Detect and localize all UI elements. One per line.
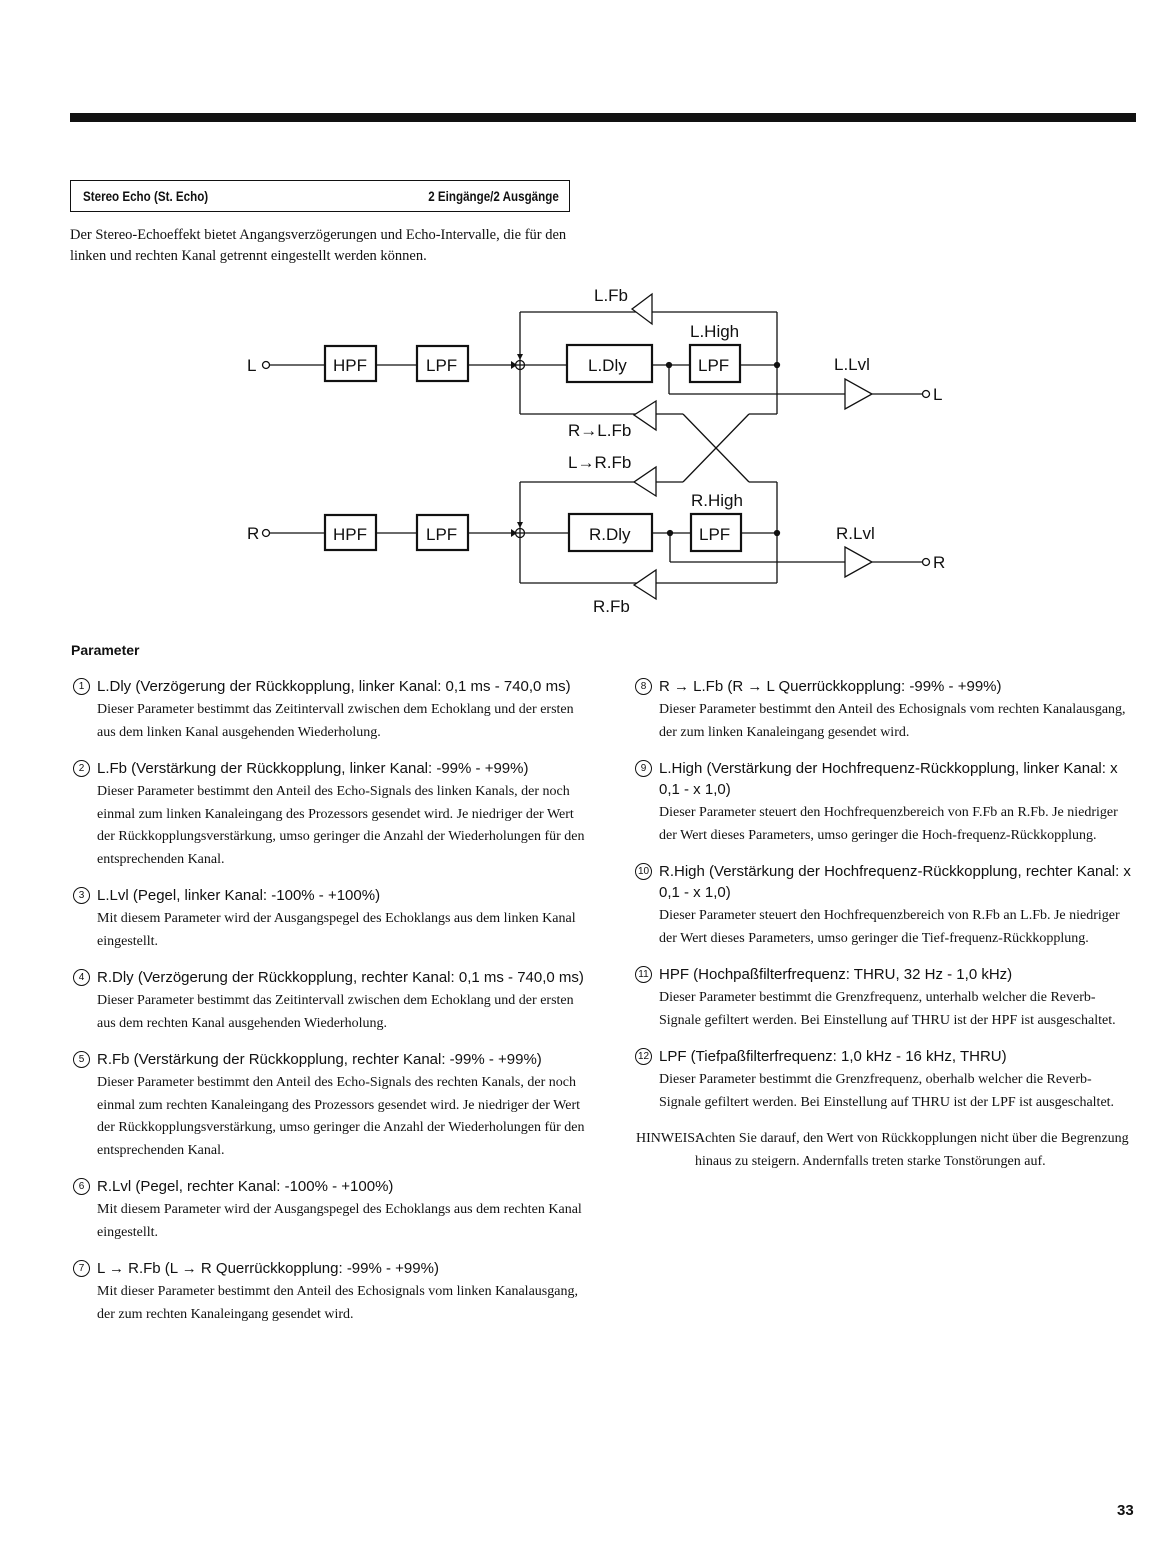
param-item xyxy=(640,676,1133,744)
note-block xyxy=(636,1128,1133,1173)
param-heading: L.High (Verstärkung der Hochfrequenz-Rückkopplung, linker Kanal: x 0,1 - x 1,0) xyxy=(659,760,1118,798)
effect-title: Stereo Echo (St. Echo) xyxy=(83,189,209,204)
lpf-l-high-block: LPF xyxy=(698,356,730,375)
param-number: 10 xyxy=(635,863,652,880)
param-heading: R.High (Verstärkung der Hochfrequenz-Rückkopplung, rechter Kanal: x 0,1 - x 1,0) xyxy=(659,863,1131,901)
param-description: Dieser Parameter bestimmt den Anteil des Echosignals vom rechten Kanalausgang, der zum linken Kanaleingang gesendet wird. xyxy=(659,702,1126,740)
param-heading: R → L.Fb (R → L Querrückkopplung: -99% - +99%) xyxy=(659,678,1002,695)
lpf-left-block: LPF xyxy=(426,356,458,375)
param-description: Dieser Parameter bestimmt das Zeitintervall zwischen dem Echoklang und der ersten aus dem rechten Kanal ausgehenden Wiederholung. xyxy=(97,993,574,1031)
param-description: Mit diesem Parameter wird der Ausgangspegel des Echoklangs aus dem linken Kanal eingestellt. xyxy=(97,911,576,949)
param-item xyxy=(78,885,587,953)
param-description: Dieser Parameter bestimmt die Grenzfrequenz, unterhalb welcher die Reverb-Signale gefiltert werden. Bei Einstellung auf THRU ist der HPF ist ausgeschaltet. xyxy=(659,990,1116,1028)
io-label: 2 Eingänge/2 Ausgänge xyxy=(428,189,559,204)
param-description: Dieser Parameter bestimmt das Zeitintervall zwischen dem Echoklang und der ersten aus dem linken Kanal ausgehenden Wiederholung. xyxy=(97,702,574,740)
param-item xyxy=(78,676,587,744)
param-number: 7 xyxy=(73,1260,90,1277)
param-heading: LPF (Tiefpaßfilterfrequenz: 1,0 kHz - 16 kHz, THRU) xyxy=(659,1048,1007,1065)
r-high-label: R.High xyxy=(691,491,743,510)
param-description: Dieser Parameter bestimmt den Anteil des Echo-Signals des linken Kanals, der noch einmal zum linken Kanaleingang des Prozessors gesendet wird. Je niedriger der Wert der Rückkopplungsverstärkung, umso geringer die Anzahl der Wiederholungen für den entsprechenden Kanal. xyxy=(97,784,585,867)
param-number: 2 xyxy=(73,760,90,777)
param-description: Dieser Parameter steuert den Hochfrequenzbereich von R.Fb an L.Fb. Je niedriger der Wert dieses Parameters, umso geringer die Tief-frequenz-Rückkopplung. xyxy=(659,908,1120,946)
param-item xyxy=(78,758,587,871)
param-number: 12 xyxy=(635,1048,652,1065)
note-label: HINWEIS: xyxy=(636,1131,699,1146)
param-item xyxy=(637,861,1133,950)
param-heading: L.Lvl (Pegel, linker Kanal: -100% - +100%) xyxy=(97,887,381,904)
params-left-column xyxy=(78,676,587,1340)
param-item xyxy=(78,1258,587,1326)
input-right-label: R xyxy=(247,524,260,543)
param-description: Dieser Parameter bestimmt die Grenzfrequenz, oberhalb welcher die Reverb-Signale gefiltert werden. Bei Einstellung auf THRU ist der LPF ist ausgeschaltet. xyxy=(659,1072,1115,1110)
param-heading: R.Dly (Verzögerung der Rückkopplung, rechter Kanal: 0,1 ms - 740,0 ms) xyxy=(97,969,584,986)
r-to-l-fb-label: R→L.Fb xyxy=(568,421,632,440)
hpf-right-block: HPF xyxy=(333,525,367,544)
param-item xyxy=(78,967,587,1035)
r-dly-block: R.Dly xyxy=(589,525,631,544)
output-left-label: L xyxy=(933,385,943,404)
param-item xyxy=(78,1049,587,1162)
lpf-right-block: LPF xyxy=(426,525,458,544)
param-number: 1 xyxy=(73,678,90,695)
param-heading: R.Fb (Verstärkung der Rückkopplung, rechter Kanal: -99% - +99%) xyxy=(97,1051,542,1068)
param-number: 3 xyxy=(73,887,90,904)
note-text: Achten Sie darauf, den Wert von Rückkopplungen nicht über die Begrenzung hinaus zu steigern. Andernfalls treten starke Tonstörungen auf. xyxy=(695,1131,1129,1169)
param-number: 4 xyxy=(73,969,90,986)
section-header-box xyxy=(70,180,570,212)
r-fb-label: R.Fb xyxy=(593,597,630,616)
top-rule xyxy=(70,113,1136,122)
param-heading: L.Dly (Verzögerung der Rückkopplung, linker Kanal: 0,1 ms - 740,0 ms) xyxy=(97,678,571,695)
param-heading: HPF (Hochpaßfilterfrequenz: THRU, 32 Hz - 1,0 kHz) xyxy=(659,966,1013,983)
r-lvl-label: R.Lvl xyxy=(836,524,875,543)
param-number: 11 xyxy=(635,966,652,983)
output-right-label: R xyxy=(933,553,946,572)
param-item xyxy=(638,964,1133,1032)
param-item xyxy=(78,1176,587,1244)
l-fb-label: L.Fb xyxy=(594,286,629,305)
param-number: 9 xyxy=(635,760,652,777)
param-description: Mit dieser Parameter bestimmt den Anteil des Echosignals vom linken Kanalausgang, der zum rechten Kanaleingang gesendet wird. xyxy=(97,1284,578,1322)
l-dly-block: L.Dly xyxy=(588,356,627,375)
param-description: Mit diesem Parameter wird der Ausgangspegel des Echoklangs aus dem rechten Kanal eingestellt. xyxy=(97,1202,582,1240)
l-to-r-fb-label: L→R.Fb xyxy=(568,453,632,472)
intro-text: Der Stereo-Echoeffekt bietet Angangsverzögerungen und Echo-Intervalle, die für den linken und rechten Kanal getrennt eingestellt werden können. xyxy=(70,227,567,264)
param-number: 8 xyxy=(635,678,652,695)
param-heading: L.Fb (Verstärkung der Rückkopplung, linker Kanal: -99% - +99%) xyxy=(97,760,529,777)
page-number: 33 xyxy=(1117,1502,1134,1519)
param-heading: L → R.Fb (L → R Querrückkopplung: -99% - +99%) xyxy=(97,1260,439,1277)
param-item xyxy=(637,1046,1133,1114)
param-description: Dieser Parameter bestimmt den Anteil des Echo-Signals des rechten Kanals, der noch einmal zum rechten Kanaleingang des Prozessors gesendet wird. Je niedriger der Wert der Rückkopplungsverstärkung, umso geringer die Anzahl der Wiederholungen für den entsprechenden Kanal. xyxy=(97,1075,585,1158)
l-high-label: L.High xyxy=(690,322,740,341)
input-left-label: L xyxy=(247,356,257,375)
param-number: 6 xyxy=(73,1178,90,1195)
param-description: Dieser Parameter steuert den Hochfrequenzbereich von F.Fb an R.Fb. Je niedriger der Wert dieses Parameters, umso geringer die Hoch-frequenz-Rückkopplung. xyxy=(659,805,1118,843)
hpf-left-block: HPF xyxy=(333,356,367,375)
param-item xyxy=(640,758,1133,847)
param-heading: R.Lvl (Pegel, rechter Kanal: -100% - +100%) xyxy=(97,1178,394,1195)
parameter-heading: Parameter xyxy=(71,642,140,658)
param-number: 5 xyxy=(73,1051,90,1068)
lpf-r-high-block: LPF xyxy=(699,525,731,544)
l-lvl-label: L.Lvl xyxy=(834,355,870,374)
params-right-column xyxy=(636,676,1133,1173)
